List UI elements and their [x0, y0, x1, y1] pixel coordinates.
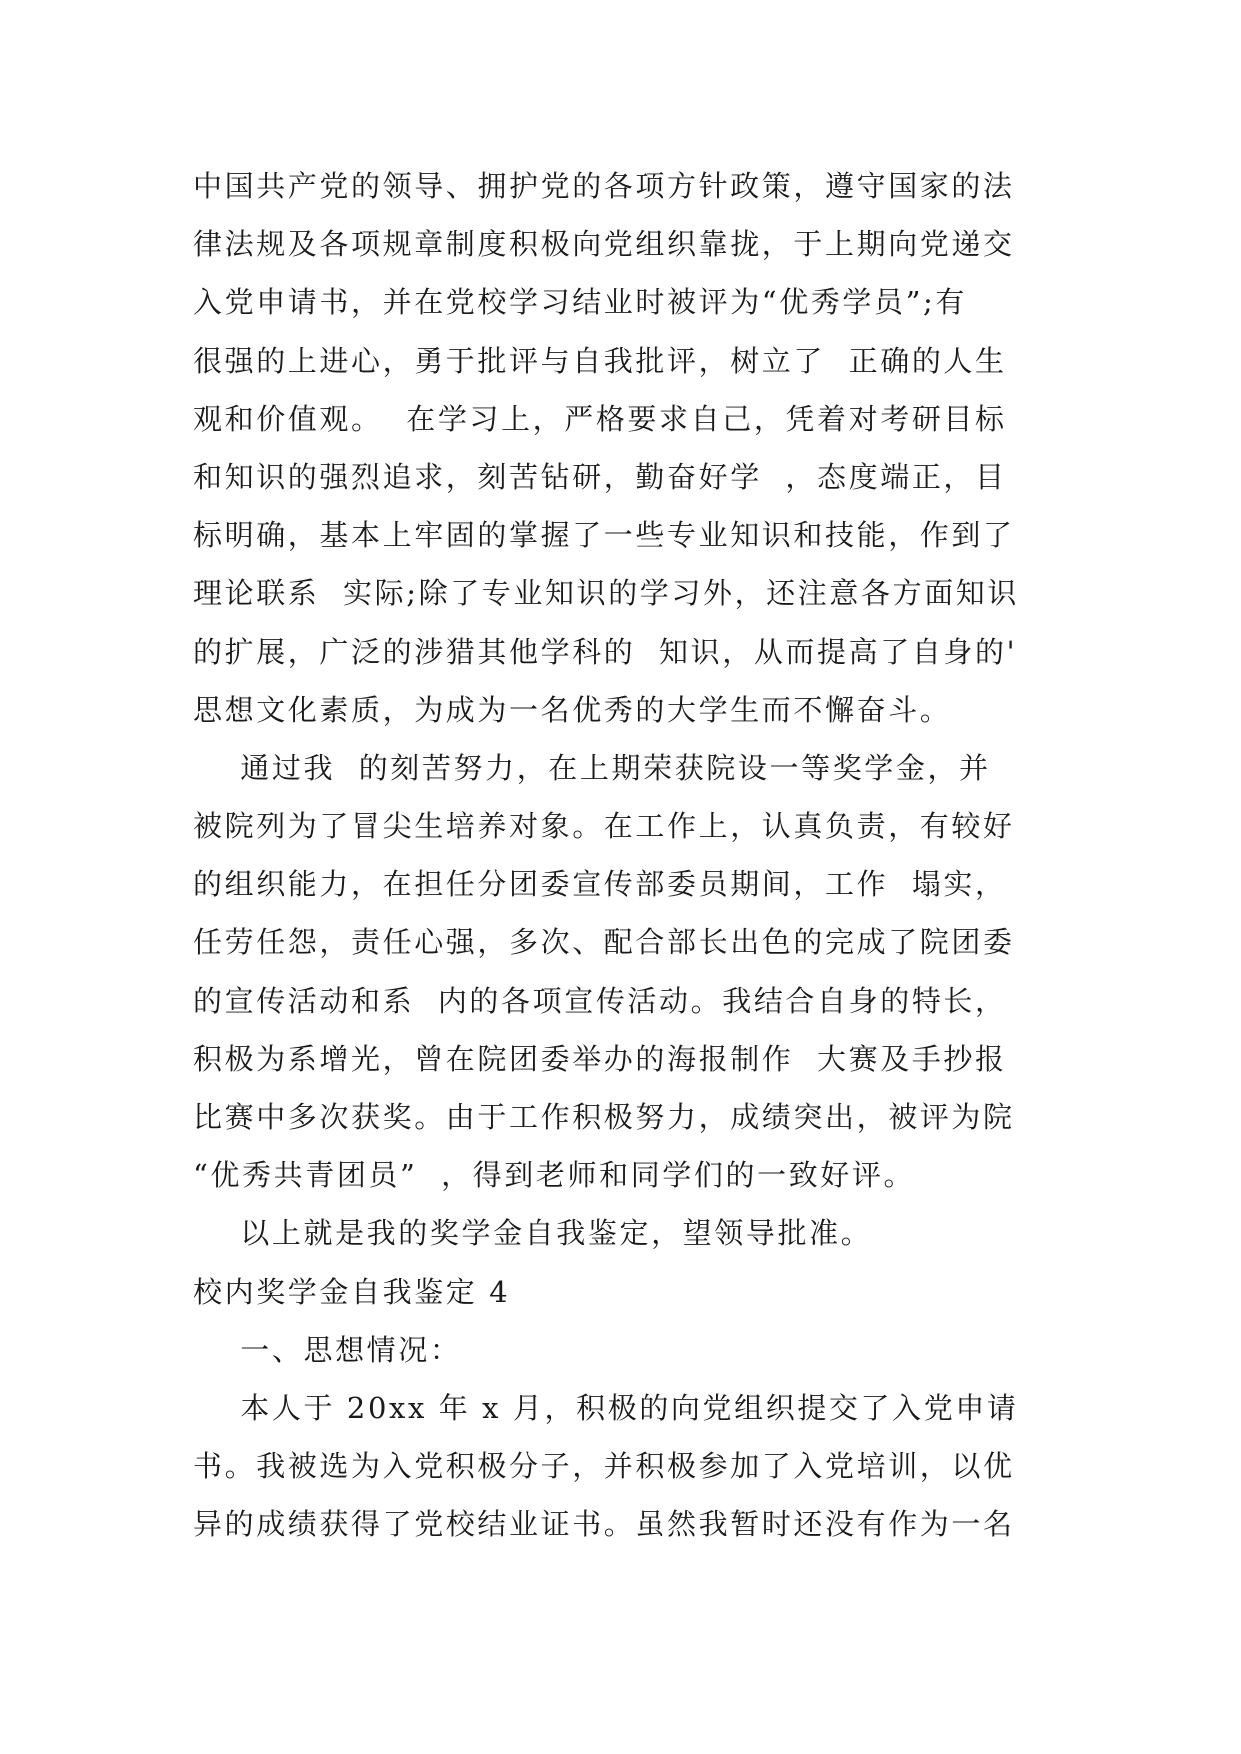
text-line: 的宣传活动和系 内的各项宣传活动。我结合自身的特长， — [193, 983, 1007, 1018]
text-line: 比赛中多次获奖。由于工作积极努力，成绩突出，被评为院 — [193, 1100, 1015, 1134]
text-line: 律法规及各项规章制度积极向党组织靠拢，于上期向党递交 — [193, 227, 1015, 262]
text-line: 的扩展，广泛的涉猎其他学科的 知识，从而提高了自身的' — [193, 634, 1018, 669]
text-line: 本人于 20xx 年 x 月，积极的向党组织提交了入党申请 — [193, 1390, 1019, 1425]
text-line: 被院列为了冒尖生培养对象。在工作上，认真负责，有较好 — [193, 809, 1015, 844]
text-line: 思想文化素质，为成为一名优秀的大学生而不懈奋斗。 — [193, 692, 952, 727]
text-line: 中国共产党的领导、拥护党的各项方针政策，遵守国家的法 — [193, 169, 1015, 203]
text-line: 书。我被选为入党积极分子，并积极参加了入党培训，以优 — [193, 1449, 1015, 1484]
text-line: 积极为系增光，曾在院团委举办的海报制作 大赛及手抄报 — [193, 1041, 1007, 1076]
text-line: 观和价值观。 在学习上，严格要求自己，凭着对考研目标 — [193, 401, 1007, 436]
text-line: 标明确，基本上牢固的掌握了一些专业知识和技能，作到了 — [193, 518, 1015, 553]
text-line: 通过我 的刻苦努力，在上期荣获院设一等奖学金，并 — [193, 750, 991, 785]
text-line: 以上就是我的奖学金自我鉴定，望领导批准。 — [193, 1216, 873, 1251]
subsection-heading: 一、思想情况： — [193, 1332, 462, 1367]
text-line: “优秀共青团员” ，得到老师和同学们的一致好评。 — [193, 1158, 916, 1193]
text-line: 任劳任怨，责任心强，多次、配合部长出色的完成了院团委 — [193, 925, 1015, 960]
text-line: 的组织能力，在担任分团委宣传部委员期间，工作 塌实， — [193, 867, 1007, 902]
text-line: 异的成绩获得了党校结业证书。虽然我暂时还没有作为一名 — [193, 1507, 1015, 1542]
section-heading: 校内奖学金自我鉴定 4 — [193, 1274, 511, 1309]
text-line: 理论联系 实际;除了专业知识的学习外，还注意各方面知识 — [193, 576, 1020, 611]
text-line: 和知识的强烈追求，刻苦钻研，勤奋好学 ，态度端正，目 — [193, 459, 1007, 494]
document-body — [193, 157, 1073, 1554]
text-line: 入党申请书，并在党校学习结业时被评为“优秀学员”;有 — [193, 285, 968, 320]
text-line: 很强的上进心，勇于批评与自我批评，树立了 正确的人生 — [193, 343, 1007, 378]
